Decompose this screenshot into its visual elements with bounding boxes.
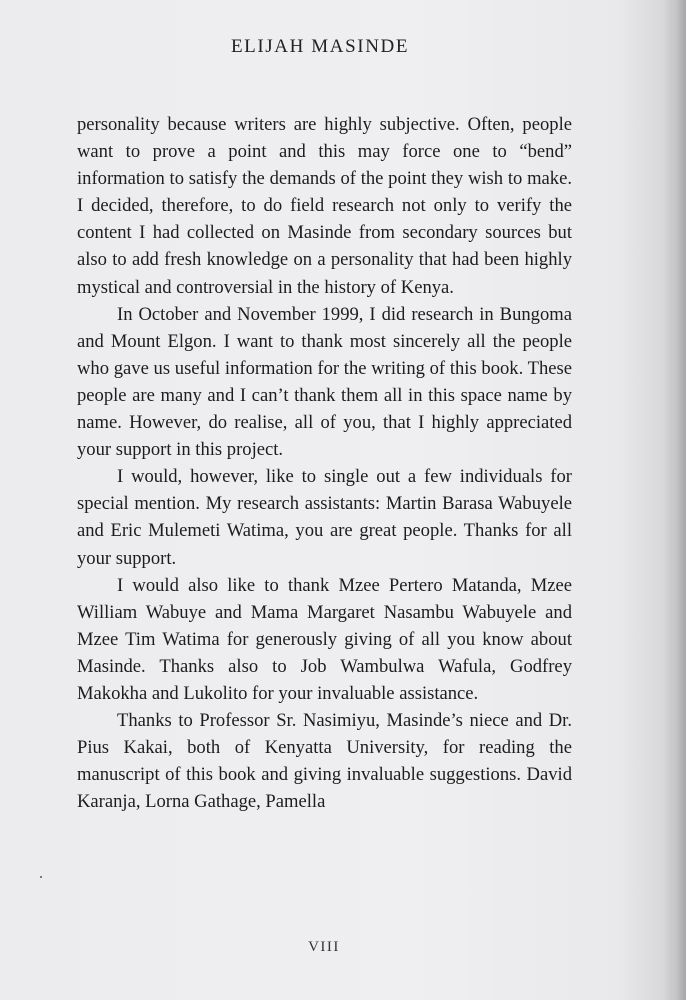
page-edge-shadow xyxy=(664,0,686,1000)
paragraph-1: personality because writers are highly subjective. Often, people want to prove a point and this may force one to “bend” information to satisfy the demands of the point they wish to make. I decided, therefore, to do field research not only to verify the content I had collected on Masinde from secondary sources but also to add fresh knowledge on a personality that had been highly mystical and controversial in the history of Kenya. xyxy=(77,114,572,298)
paragraph-5: Thanks to Professor Sr. Nasimiyu, Masinde’s niece and Dr. Pius Kakai, both of Kenyatta University, for reading the manuscript of this book and giving invaluable suggestions. David Karanja, Lorna Gathage, Pamella xyxy=(77,710,572,813)
page-number: VIII xyxy=(308,939,340,955)
running-head: ELIJAH MASINDE xyxy=(230,36,410,57)
paragraph-4: I would also like to thank Mzee Pertero Matanda, Mzee William Wabuye and Mama Margaret Nasambu Wabuyele and Mzee Tim Watima for generously giving of all you know about Masinde. Thanks also to Job Wambulwa Wafula, Godfrey Makokha and Lukolito for your invaluable assistance. xyxy=(77,574,572,704)
paper-speck xyxy=(40,876,42,878)
body-text xyxy=(77,111,572,815)
paragraph-2: In October and November 1999, I did research in Bungoma and Mount Elgon. I want to thank most sincerely all the people who gave us useful information for the writing of this book. These people are many and I can’t thank them all in this space name by name. However, do realise, all of you, that I highly appreciated your support in this project. xyxy=(77,303,572,461)
paragraph-3: I would, however, like to single out a few individuals for special mention. My research assistants: Martin Barasa Wabuyele and Eric Mulemeti Watima, you are great people. Thanks for all your support. xyxy=(77,466,572,569)
